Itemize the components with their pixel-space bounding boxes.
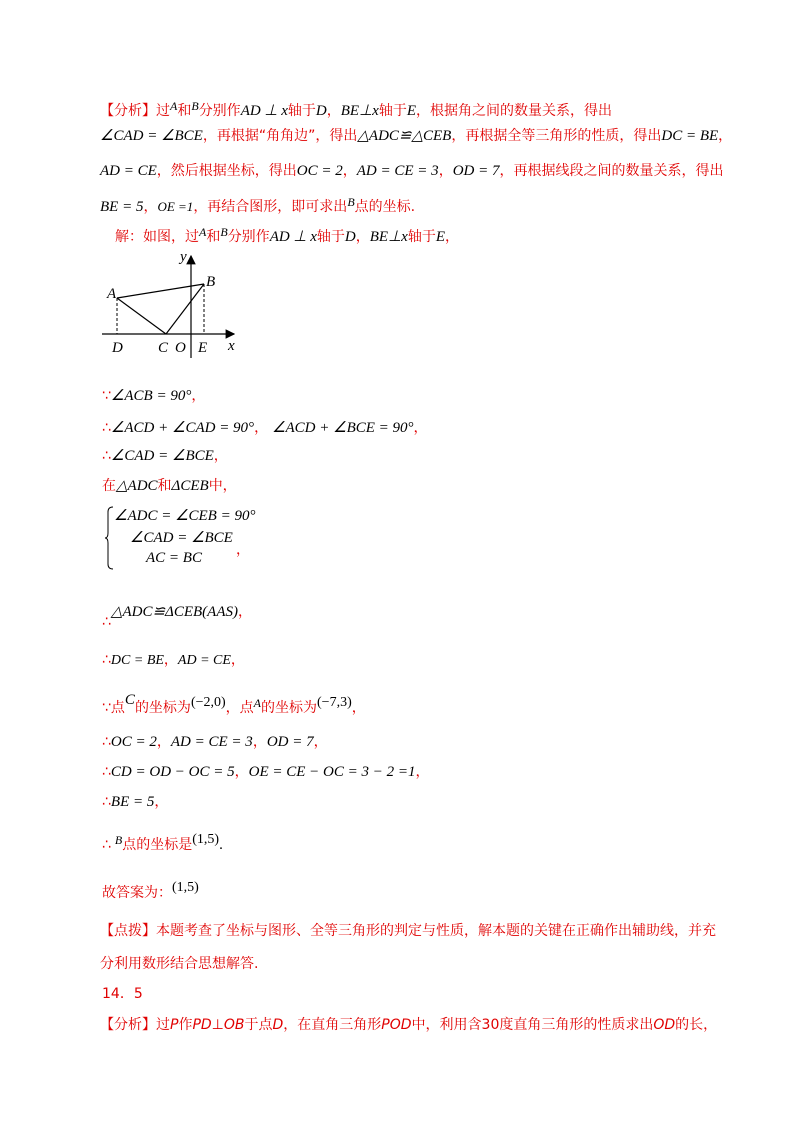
step-5: ∴△ADC≌ΔCEB(AAS)， — [102, 604, 252, 630]
label-e: E — [198, 340, 208, 356]
label-a: A — [107, 286, 117, 302]
analysis-line-3: AD = CE，然后根据坐标，得出OC = 2，AD = CE = 3，OD = 7，再根据线段之间的数量关系，得出 — [100, 163, 724, 179]
system-row-1: ∠ADC = ∠CEB = 90° — [114, 508, 256, 524]
solution-line-1: 解：如图，过A和B分别作AD ⊥ x轴于D，BE⊥x轴于E， — [115, 225, 459, 245]
step-11: ∴ B点的坐标是(1,5). — [102, 832, 223, 853]
label-c: C — [158, 340, 169, 356]
step-8: ∴OC = 2，AD = CE = 3，OD = 7， — [102, 734, 328, 750]
step-3: ∴∠CAD = ∠BCE， — [102, 448, 228, 464]
label-d: D — [112, 340, 123, 356]
next-analysis-tag: 【分析】 — [100, 1017, 156, 1033]
brace-icon — [104, 506, 114, 570]
step-9: ∴CD = OD − OC = 5，OE = CE − OC = 3 − 2 =1， — [102, 764, 430, 780]
step-10: ∴BE = 5， — [102, 794, 169, 810]
system-row-3: AC = BC — [146, 550, 202, 566]
system-row-2: ∠CAD = ∠BCE — [130, 530, 233, 546]
analysis-line-4: BE = 5，OE =1，再结合图形，即可求出B点的坐标. — [100, 195, 416, 215]
segment-cb — [166, 284, 204, 334]
label-x: x — [228, 338, 235, 354]
segment-ac — [117, 298, 166, 334]
equation-system — [104, 506, 254, 570]
next-analysis-line: 【分析】过P作PD⊥OB于点D，在直角三角形POD中，利用含30度直角三角形的性质求出OD的长， — [100, 1017, 718, 1033]
comment-line-2: 分利用数形结合思想解答. — [100, 956, 259, 972]
step-7: ∵点C的坐标为(−2,0)，点A的坐标为(−7,3)， — [102, 692, 366, 716]
comment-line-1: 【点拨】本题考查了坐标与图形、全等三角形的判定与性质，解本题的关键在正确作出辅助线，并充 — [100, 923, 716, 939]
step-2: ∴∠ACD + ∠CAD = 90°， ∠ACD + ∠BCE = 90°， — [102, 420, 428, 436]
step-4: 在△ADC和ΔCEB中， — [102, 478, 237, 494]
geometry-figure — [100, 246, 250, 361]
analysis-line-1: 【分析】过A和B分别作AD ⊥ x轴于D，BE⊥x轴于E，根据角之间的数量关系，得出 — [100, 99, 612, 119]
comment-tag: 【点拨】 — [100, 923, 156, 939]
problem-number: 14．5 — [102, 986, 143, 1002]
system-comma: ， — [236, 542, 250, 558]
analysis-line-2: ∠CAD = ∠BCE，再根据“角角边”，得出△ADC≌△CEB，再根据全等三角形的性质，得出DC = BE， — [100, 128, 733, 144]
step-6: ∴DC = BE，AD = CE， — [102, 652, 245, 668]
answer-line: 故答案为：(1,5) — [102, 880, 199, 901]
label-y: y — [180, 249, 187, 265]
analysis-tag: 【分析】 — [100, 103, 156, 119]
step-1: ∵∠ACB = 90°， — [102, 388, 206, 404]
label-o: O — [175, 340, 186, 356]
label-b: B — [206, 274, 216, 290]
